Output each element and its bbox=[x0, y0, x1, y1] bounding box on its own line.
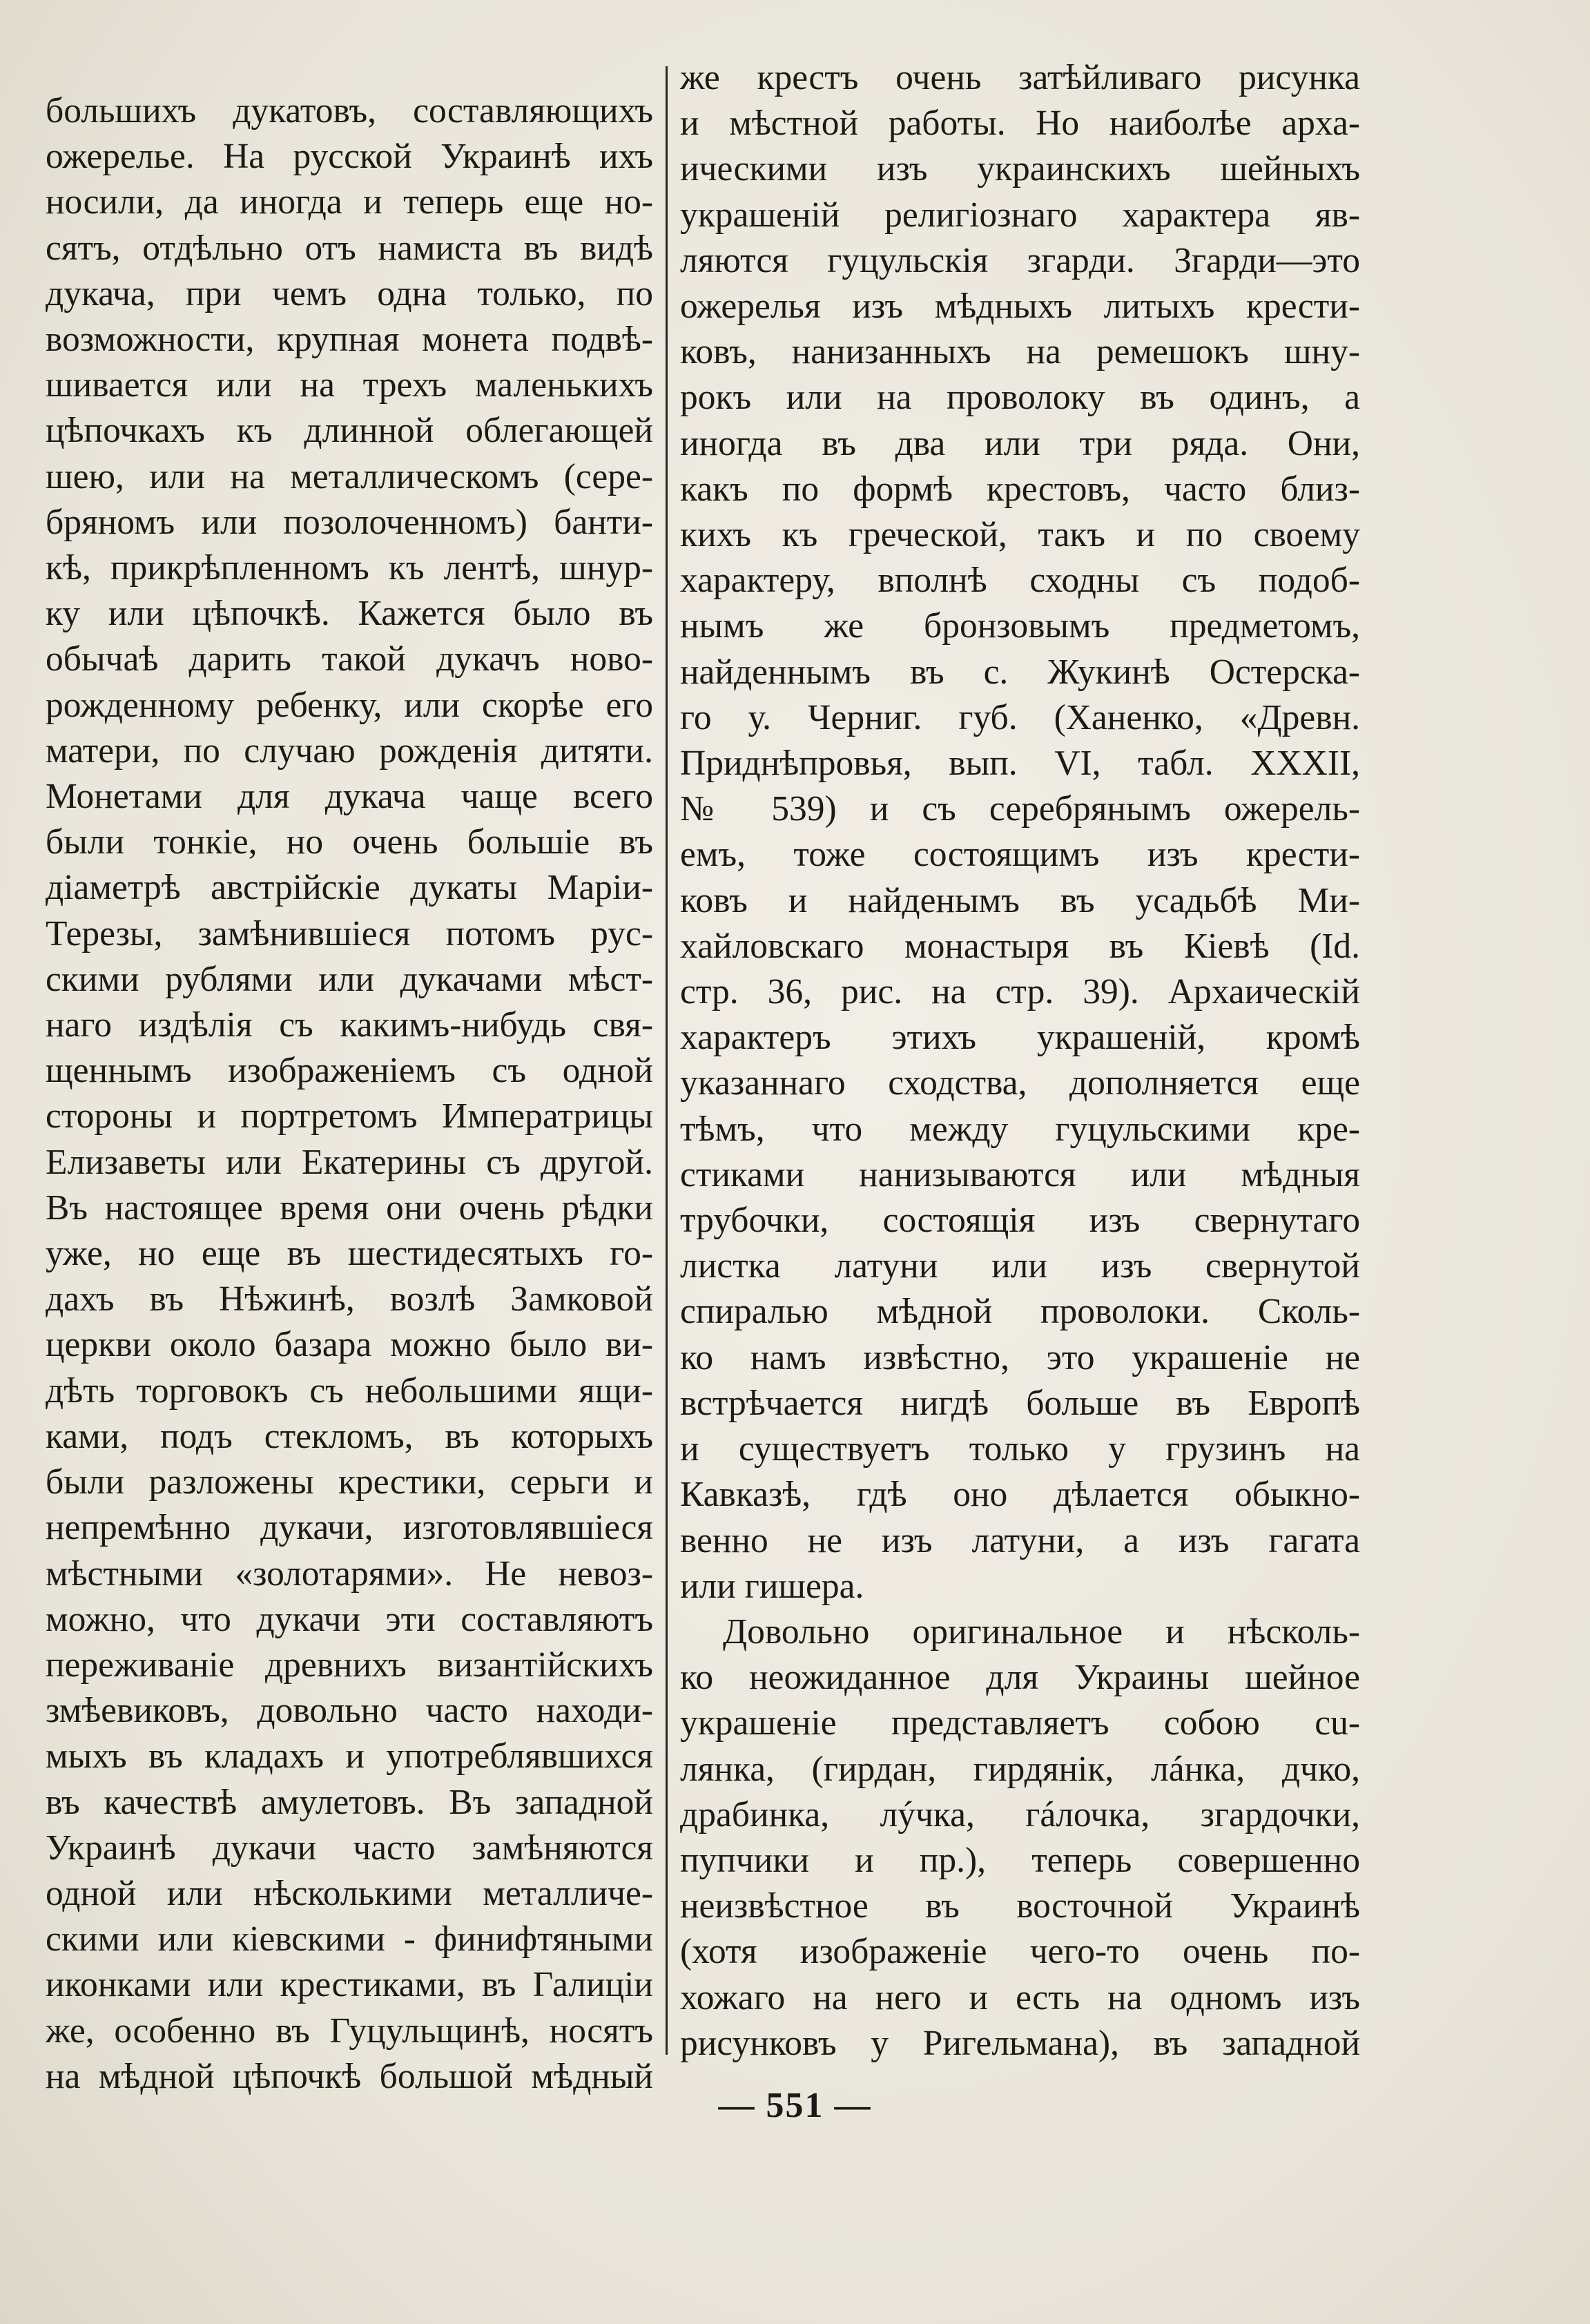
text-line: иконками или крестиками, въ Галиціи bbox=[46, 1965, 653, 2005]
text-line: непремѣнно дукачи, изготовлявшіеся bbox=[46, 1508, 653, 1548]
text-line: ками, подъ стекломъ, въ которыхъ bbox=[46, 1416, 653, 1456]
text-line: носили, да иногда и теперь еще но- bbox=[46, 182, 653, 222]
left-column bbox=[46, 88, 653, 2100]
text-line: лянка, (гирдан, гирдянік, лáнка, дчко, bbox=[680, 1749, 1360, 1789]
text-line: стр. 36, рис. на стр. 39). Архаическій bbox=[680, 972, 1360, 1012]
text-line: неизвѣстное въ восточной Украинѣ bbox=[680, 1886, 1360, 1926]
text-line: хожаго на него и есть на одномъ изъ bbox=[680, 1977, 1360, 2017]
text-line: Терезы, замѣнившіеся потомъ рус- bbox=[46, 913, 653, 953]
text-line: ожерелья изъ мѣдныхъ литыхъ крести- bbox=[680, 287, 1360, 327]
text-line: пупчики и пр.), теперь совершенно bbox=[680, 1840, 1360, 1880]
text-line: венно не изъ латуни, а изъ гагата bbox=[680, 1520, 1360, 1560]
text-line: какъ по формѣ крестовъ, часто близ- bbox=[680, 469, 1360, 509]
text-line: возможности, крупная монета подвѣ- bbox=[46, 320, 653, 360]
text-line: ическими изъ украинскихъ шейныхъ bbox=[680, 149, 1360, 189]
text-line: иногда въ два или три ряда. Они, bbox=[680, 423, 1360, 463]
text-line: переживаніе древнихъ византійскихъ bbox=[46, 1645, 653, 1685]
text-line: украшеній религіознаго характера яв- bbox=[680, 195, 1360, 235]
page-number: — 551 — bbox=[718, 2086, 872, 2125]
text-line: (хотя изображеніе чего-то очень по- bbox=[680, 1932, 1360, 1972]
text-line: стороны и портретомъ Императрицы bbox=[46, 1096, 653, 1136]
text-line: Елизаветы или Екатерины съ другой. bbox=[46, 1142, 653, 1182]
text-line: или гишера. bbox=[680, 1566, 864, 1606]
column-divider bbox=[666, 66, 668, 2055]
text-line: большихъ дукатовъ, составляющихъ bbox=[46, 91, 653, 130]
text-line: Украинѣ дукачи часто замѣняются bbox=[46, 1828, 653, 1868]
text-line: діаметрѣ австрійскіе дукаты Маріи- bbox=[46, 868, 653, 908]
text-line: емъ, тоже состоящимъ изъ крести- bbox=[680, 835, 1360, 875]
text-line: спиралью мѣдной проволоки. Сколь- bbox=[680, 1292, 1360, 1332]
text-line: и существуетъ только у грузинъ на bbox=[680, 1429, 1360, 1469]
text-line: шивается или на трехъ маленькихъ bbox=[46, 365, 653, 405]
text-line: листка латуни или изъ свернутой bbox=[680, 1246, 1360, 1286]
text-line: скими рублями или дукачами мѣст- bbox=[46, 959, 653, 999]
text-line: ко намъ извѣстно, это украшеніе не bbox=[680, 1337, 1360, 1377]
text-line: ку или цѣпочкѣ. Кажется было въ bbox=[46, 594, 653, 634]
text-line: Довольно оригинальное и нѣсколь- bbox=[723, 1611, 1360, 1652]
text-line: дѣть торговокъ съ небольшими ящи- bbox=[46, 1371, 653, 1411]
text-line: Въ настоящее время они очень рѣдки bbox=[46, 1188, 653, 1228]
text-line: ковъ, нанизанныхъ на ремешокъ шну- bbox=[680, 332, 1360, 372]
text-line: указаннаго сходства, дополняется еще bbox=[680, 1063, 1360, 1103]
text-line: мѣстными «золотарями». Не невоз- bbox=[46, 1553, 653, 1594]
text-line: сятъ, отдѣльно отъ намиста въ видѣ bbox=[46, 228, 653, 268]
text-line: можно, что дукачи эти составляютъ bbox=[46, 1599, 653, 1639]
text-line: скими или кіевскими - финифтяными bbox=[46, 1919, 653, 1959]
text-line: щеннымъ изображеніемъ съ одной bbox=[46, 1051, 653, 1091]
text-line: рожденному ребенку, или скорѣе его bbox=[46, 685, 653, 725]
text-line: мыхъ въ кладахъ и употреблявшихся bbox=[46, 1736, 653, 1776]
text-line: бряномъ или позолоченномъ) банти- bbox=[46, 502, 653, 542]
right-column bbox=[680, 55, 1360, 2066]
text-line: нымъ же бронзовымъ предметомъ, bbox=[680, 606, 1360, 646]
text-line: ожерелье. На русской Украинѣ ихъ bbox=[46, 137, 653, 177]
text-line: го у. Черниг. губ. (Ханенко, «Древн. bbox=[680, 697, 1360, 737]
text-line: и мѣстной работы. Но наиболѣе арха- bbox=[680, 104, 1360, 144]
text-line: кѣ, прикрѣпленномъ къ лентѣ, шнур- bbox=[46, 548, 653, 588]
text-line: одной или нѣсколькими металличе- bbox=[46, 1873, 653, 1913]
text-line: стиками нанизываются или мѣдныя bbox=[680, 1154, 1360, 1194]
text-line: дахъ въ Нѣжинѣ, возлѣ Замковой bbox=[46, 1279, 653, 1319]
text-line: Монетами для дукача чаще всего bbox=[46, 777, 653, 817]
text-line: наго издѣлія съ какимъ-нибудь свя- bbox=[46, 1005, 653, 1045]
text-line: рокъ или на проволоку въ одинъ, а bbox=[680, 378, 1360, 418]
text-line: змѣевиковъ, довольно часто находи- bbox=[46, 1691, 653, 1731]
text-line: ко неожиданное для Украины шейное bbox=[680, 1658, 1360, 1698]
text-line: ляются гуцульскія згарди. Згарди—это bbox=[680, 240, 1360, 280]
text-line: № 539) и съ серебрянымъ ожерель- bbox=[680, 789, 1360, 829]
text-line: церкви около базара можно было ви- bbox=[46, 1325, 653, 1365]
text-line: обычаѣ дарить такой дукачъ ново- bbox=[46, 639, 653, 679]
text-line: украшеніе представляетъ собою сu- bbox=[680, 1703, 1360, 1743]
text-line: были тонкіе, но очень большіе въ bbox=[46, 822, 653, 862]
text-line: трубочки, состоящія изъ свернутаго bbox=[680, 1201, 1360, 1241]
text-line: были разложены крестики, серьги и bbox=[46, 1462, 653, 1502]
text-line: кихъ къ греческой, такъ и по своему bbox=[680, 515, 1360, 555]
text-line: тѣмъ, что между гуцульскими кре- bbox=[680, 1109, 1360, 1149]
text-line: же, особенно въ Гуцульщинѣ, носятъ bbox=[46, 2011, 653, 2051]
text-line: Приднѣпровья, вып. VI, табл. XXXII, bbox=[680, 744, 1360, 784]
text-line: въ качествѣ амулетовъ. Въ западной bbox=[46, 1782, 653, 1822]
text-line: шею, или на металлическомъ (сере- bbox=[46, 456, 653, 496]
text-line: характеръ этихъ украшеній, кромѣ bbox=[680, 1018, 1360, 1058]
text-line: характеру, вполнѣ сходны съ подоб- bbox=[680, 561, 1360, 601]
text-line: встрѣчается нигдѣ больше въ Европѣ bbox=[680, 1383, 1360, 1423]
text-line: найденнымъ въ с. Жукинѣ Остерска- bbox=[680, 652, 1360, 692]
text-line: дукача, при чемъ одна только, по bbox=[46, 273, 653, 313]
text-line: рисунковъ у Ригельмана), въ западной bbox=[680, 2023, 1360, 2063]
text-line: Кавказѣ, гдѣ оно дѣлается обыкно- bbox=[680, 1475, 1360, 1515]
text-line: на мѣдной цѣпочкѣ большой мѣдный bbox=[46, 2056, 653, 2096]
text-line: хайловскаго монастыря въ Кіевѣ (Id. bbox=[680, 926, 1360, 966]
text-line: драбинка, лýчка, гáлочка, згардочки, bbox=[680, 1794, 1360, 1834]
text-line: матери, по случаю рожденія дитяти. bbox=[46, 730, 653, 771]
text-line: цѣпочкахъ къ длинной облегающей bbox=[46, 411, 653, 451]
text-line: уже, но еще въ шестидесятыхъ го- bbox=[46, 1234, 653, 1274]
text-line: ковъ и найденымъ въ усадьбѣ Ми- bbox=[680, 880, 1360, 920]
text-line: же крестъ очень затѣйливаго рисунка bbox=[680, 58, 1360, 97]
